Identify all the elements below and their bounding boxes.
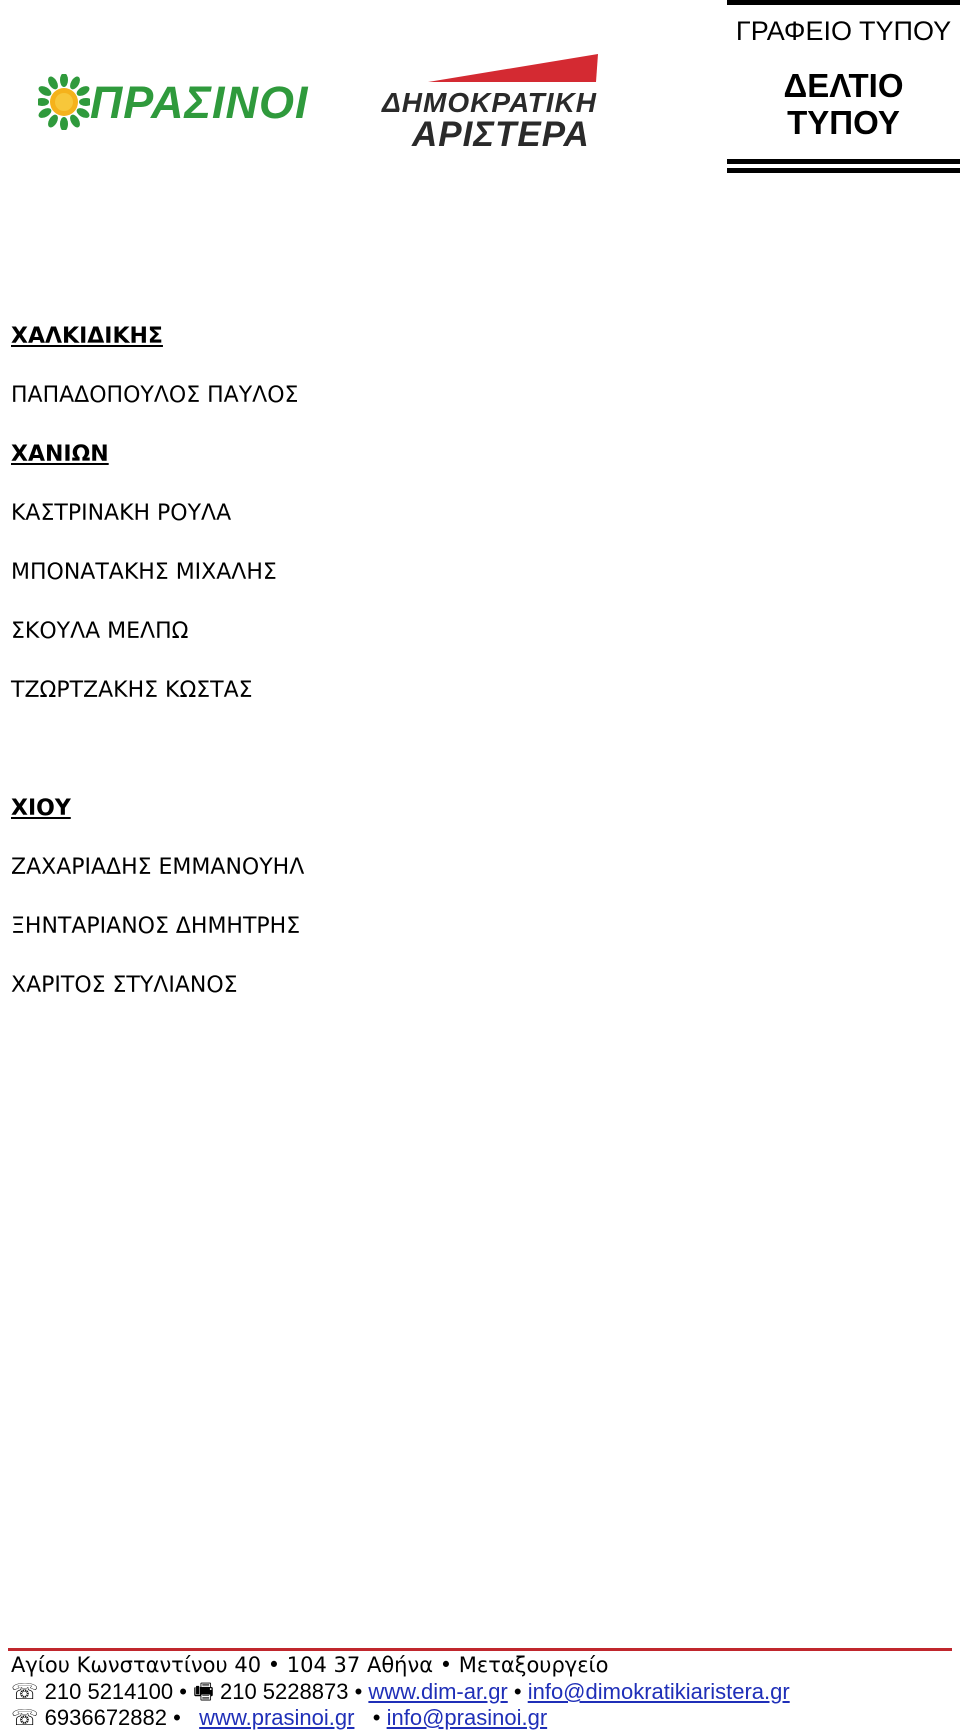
footer-contact-line-1 <box>11 1679 790 1705</box>
red-flag-shape <box>380 52 602 92</box>
footer-address: Αγίου Κωνσταντίνου 40 • 104 37 Αθήνα • Μεταξουργείο <box>11 1653 609 1677</box>
footer-contact-line-2 <box>11 1705 547 1731</box>
candidate-name: ΞΗΝΤΑΡΙΑΝΟΣ ΔΗΜΗΤΡΗΣ <box>11 914 301 939</box>
bullet: • <box>372 1705 381 1730</box>
mobile-number: 6936672882 <box>44 1705 167 1730</box>
bottom-rule-1 <box>727 159 960 164</box>
candidate-name: ΠΑΠΑΔΟΠΟΥΛΟΣ ΠΑΥΛΟΣ <box>11 383 299 408</box>
email-dimar-link[interactable]: info@dimokratikiaristera.gr <box>527 1679 790 1704</box>
press-release-title <box>727 67 960 141</box>
website-dimar-link[interactable]: www.dim-ar.gr <box>368 1679 508 1704</box>
section-heading: ΧΙΟΥ <box>11 796 71 821</box>
phone-number: 210 5214100 <box>44 1679 174 1704</box>
bullet: • <box>513 1679 522 1704</box>
section-heading: ΧΑΝΙΩΝ <box>11 442 109 467</box>
email-prasinoi-link[interactable]: info@prasinoi.gr <box>386 1705 548 1730</box>
candidate-name: ΜΠΟΝΑΤΑΚΗΣ ΜΙΧΑΛΗΣ <box>11 560 277 585</box>
press-office-title: ΓΡΑΦΕΙΟ ΤΥΠΟΥ <box>735 16 952 46</box>
prasinoi-logo-text: ΠΡΑΣΙΝΟΙ <box>90 77 309 128</box>
logo-line-democratic: ΔΗΜΟΚΡΑΤΙΚΗ <box>382 87 597 118</box>
candidate-name: ΣΚΟΥΛΑ ΜΕΛΠΩ <box>11 619 189 644</box>
dimokratiki-aristera-logo <box>380 52 602 156</box>
bullet: • <box>173 1705 181 1730</box>
press-release-line-1: ΔΕΛΤΙΟ <box>783 67 904 104</box>
website-prasinoi-link[interactable]: www.prasinoi.gr <box>199 1705 355 1730</box>
section-heading: ΧΑΛΚΙΔΙΚΗΣ <box>11 324 163 349</box>
candidate-name: ΧΑΡΙΤΟΣ ΣΤΥΛΙΑΝΟΣ <box>11 973 238 998</box>
logo-line-left: ΑΡΙΣΤΕΡΑ <box>412 115 590 154</box>
bullet: • <box>179 1679 187 1704</box>
candidate-name: ΖΑΧΑΡΙΑΔΗΣ ΕΜΜΑΝΟΥΗΛ <box>11 855 305 880</box>
press-office-box <box>727 0 960 175</box>
bullet: • <box>354 1679 363 1704</box>
fax-icon: 🖷 <box>193 1679 214 1704</box>
candidate-name: ΤΖΩΡΤΖΑΚΗΣ ΚΩΣΤΑΣ <box>11 678 253 703</box>
fax-number: 210 5228873 <box>219 1679 349 1704</box>
press-release-line-2: ΤΥΠΟΥ <box>787 104 900 141</box>
phone-icon: ☏ <box>11 1705 39 1730</box>
top-rule <box>727 0 960 5</box>
footer-address-line <box>11 1652 609 1678</box>
phone-icon: ☏ <box>11 1679 39 1704</box>
sun-icon <box>38 74 90 130</box>
candidate-name: ΚΑΣΤΡΙΝΑΚΗ ΡΟΥΛΑ <box>11 501 232 526</box>
footer-rule <box>8 1648 952 1651</box>
bottom-rule-2 <box>727 168 960 173</box>
prasinoi-logo <box>38 74 309 134</box>
